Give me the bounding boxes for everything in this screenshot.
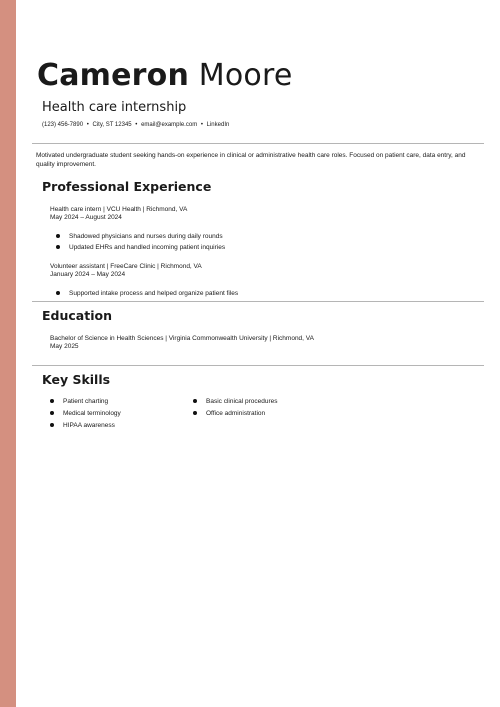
- education-heading: Education: [42, 308, 112, 323]
- section-divider: [32, 143, 484, 144]
- resume-page: [16, 0, 500, 707]
- job-title: Volunteer assistant | FreeCare Clinic | Richmond, VA: [50, 263, 202, 270]
- skill-text: HIPAA awareness: [63, 422, 115, 429]
- bullet-icon: [193, 411, 197, 415]
- contact-line: [42, 121, 229, 130]
- contact-linkedin-link[interactable]: LinkedIn: [206, 122, 230, 128]
- summary-text: Motivated undergraduate student seeking hands-on experience in clinical or administrative health care roles. Focused on patient care, data entry, and quality improvement.: [36, 152, 466, 168]
- bullet-icon: [50, 411, 54, 415]
- last-name: Moore: [198, 58, 293, 93]
- job-title: Health care intern | VCU Health | Richmond, VA: [50, 206, 188, 213]
- section-divider: [32, 365, 484, 366]
- contact-separator: •: [200, 122, 203, 128]
- experience-heading: Professional Experience: [42, 179, 212, 194]
- resume-subtitle: Health care internship: [42, 100, 187, 115]
- contact-phone: (123) 456-7890: [42, 122, 84, 128]
- job-dates: May 2024 – August 2024: [50, 214, 122, 221]
- bullet-icon: [56, 291, 60, 295]
- bullet-icon: [193, 399, 197, 403]
- skill-text: Basic clinical procedures: [206, 398, 278, 405]
- skill-text: Patient charting: [63, 398, 109, 405]
- contact-location: City, ST 12345: [92, 122, 132, 128]
- bullet-icon: [56, 245, 60, 249]
- bullet-icon: [50, 423, 54, 427]
- contact-separator: •: [86, 122, 89, 128]
- accent-stripe: [0, 0, 16, 707]
- contact-email[interactable]: email@example.com: [141, 122, 198, 128]
- bullet-icon: [56, 234, 60, 238]
- degree-title: Bachelor of Science in Health Sciences | Virginia Commonwealth University | Richmond, VA: [50, 335, 314, 342]
- bullet-icon: [50, 399, 54, 403]
- list-item-text: Updated EHRs and handled incoming patient inquiries: [69, 244, 226, 251]
- skills-heading: Key Skills: [42, 372, 111, 387]
- job-dates: January 2024 – May 2024: [50, 271, 126, 278]
- list-item-text: Supported intake process and helped organize patient files: [69, 290, 239, 297]
- skill-text: Office administration: [206, 410, 266, 417]
- contact-separator: •: [135, 122, 138, 128]
- first-name: Cameron: [37, 58, 190, 93]
- list-item-text: Shadowed physicians and nurses during daily rounds: [69, 233, 223, 240]
- candidate-name: [37, 56, 293, 96]
- section-divider: [32, 301, 484, 302]
- degree-date: May 2025: [50, 343, 79, 350]
- skill-text: Medical terminology: [63, 410, 121, 417]
